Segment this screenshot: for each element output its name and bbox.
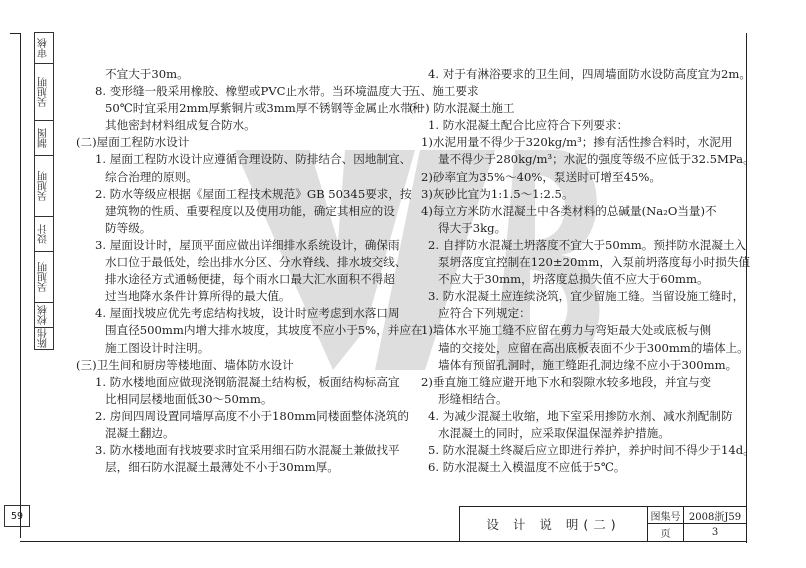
text-line: 1. 防水混凝土配合比应符合下列要求： — [428, 118, 629, 133]
signature-sidebar — [34, 32, 54, 350]
text-line: 防等级。 — [105, 220, 152, 235]
text-line: 1. 防水楼地面应做现浇钢筋混凝土结构板，板面结构标高宜 — [95, 374, 400, 389]
text-line: 排水途径方式通畅便捷，每个雨水口最大汇水面积不得超 — [105, 272, 395, 287]
text-line: 层，细石防水混凝土最薄处不小于30mm厚。 — [105, 460, 339, 475]
text-line: (三)卫生间和厨房等楼地面、墙体防水设计 — [76, 357, 294, 372]
text-line: 施工图设计时注明。 — [105, 340, 210, 355]
sidebar-signature-check: 陈伟 — [38, 328, 50, 349]
text-line: 2)垂直施工缝应避开地下水和裂隙水较多地段，并宜与变 — [421, 374, 712, 389]
text-line: 2. 自拌防水混凝土坍落度不宜大于50mm。预拌防水混凝土入 — [428, 237, 747, 252]
text-line: (二)屋面工程防水设计 — [76, 135, 190, 150]
sidebar-signature-review: 吴旭明 — [38, 77, 50, 107]
text-line: 4. 对于有淋浴要求的卫生间，四周墙面防水设防高度宜为2m。 — [428, 67, 751, 81]
text-line: 1)墙体水平施工缝不应留在剪力与弯矩最大处或底板与侧 — [421, 323, 712, 338]
sidebar-label-review: 审核 — [38, 38, 50, 58]
atlas-number: 2008浙J59 — [684, 507, 746, 524]
text-line: 形缝相结合。 — [438, 391, 508, 406]
text-line: 1. 屋面工程防水设计应遵循合理设防、防排结合、因地制宜、 — [95, 152, 412, 167]
text-line: 3)灰砂比宜为1:1.5～1:2.5。 — [421, 186, 574, 201]
sidebar-label-design: 设计 — [38, 224, 50, 244]
text-line: 应符合下列规定： — [438, 306, 531, 321]
text-line: 4)每立方米防水混凝土中各类材料的总碱量(Na₂O当量)不 — [421, 203, 717, 218]
text-line: 3. 防水混凝土应连续浇筑，宜少留施工缝。当留设施工缝时， — [428, 289, 745, 304]
text-line: 不应大于30mm，坍落度总损失值不应大于60mm。 — [438, 272, 709, 287]
text-line: 50℃时宜采用2mm厚紫铜片或3mm厚不锈钢等金属止水带和 — [105, 101, 424, 116]
text-line: 3. 防水楼地面有找坡要求时宜采用细石防水混凝土兼做找平 — [95, 443, 400, 458]
text-line: 水口位于最低处，绘出排水分区、分水脊线、排水坡交线、 — [105, 255, 407, 270]
text-line: 2)砂率宜为35%～40%，泵送时可增至45%。 — [421, 169, 661, 184]
text-line: 不宜大于30m。 — [105, 67, 189, 81]
left-text-column — [76, 66, 423, 476]
page-number-marker: 59 — [4, 505, 30, 527]
title-block — [459, 506, 747, 542]
text-line: 建筑物的性质、重要程度以及使用功能，确定其相应的设 — [105, 203, 395, 218]
text-line: 3. 屋面设计时，屋顶平面应做出详细排水系统设计，确保雨 — [95, 237, 400, 252]
sidebar-label-check: 校核 — [38, 305, 50, 325]
sidebar-signature-drawing: 吴旭明 — [38, 171, 50, 201]
text-line: 4. 屋面找坡应优先考虑结构找坡，设计时应考虑到水落口周 — [95, 306, 400, 321]
page-number: 3 — [711, 527, 719, 538]
text-line: 8. 变形缝一般采用橡胶、橡塑或PVC止水带。当环境温度大于 — [95, 84, 414, 99]
sidebar-label-drawing: 制图 — [38, 128, 50, 148]
text-line: 混凝土翻边。 — [105, 425, 175, 440]
text-line: 1)水泥用量不得少于320kg/m³；掺有活性掺合料时，水泥用 — [421, 135, 733, 150]
text-line: 泵坍落度宜控制在120±20mm，入泵前坍落度每小时损失值 — [438, 255, 751, 270]
drawing-title: 设 计 说 明(二) — [460, 507, 648, 541]
text-line: 量不得少于280kg/m³；水泥的强度等级不应低于32.5MPa。 — [438, 152, 755, 167]
text-line: 综合治理的原则。 — [105, 169, 198, 184]
text-line: 过当地降水条件计算所得的最大值。 — [105, 289, 291, 304]
text-line: 得大于3kg。 — [438, 220, 507, 235]
text-line: 五、施工要求 — [409, 84, 479, 99]
text-line: 墙体有预留孔洞时，施工缝距孔洞边缘不应小于300mm。 — [438, 357, 738, 372]
text-line: 4. 为减少混凝土收缩，地下室采用掺防水剂、减水剂配制防 — [428, 408, 733, 423]
text-line: 围直径500mm内增大排水坡度，其坡度不应小于5%，并应在 — [105, 323, 423, 338]
text-line: 比相同层楼地面低30～50mm。 — [105, 391, 273, 406]
text-line: 5. 防水混凝土终凝后应立即进行养护，养护时间不得少于14d。 — [428, 443, 755, 458]
text-line: 6. 防水混凝土入模温度不应低于5℃。 — [428, 460, 626, 475]
text-line: 墙的交接处，应留在高出底板表面不少于300mm的墙体上。 — [438, 340, 749, 355]
frame-top-line — [10, 33, 21, 34]
frame-left-line — [20, 33, 21, 538]
right-text-column — [409, 66, 755, 476]
sidebar-signature-design: 吴旭明 — [38, 262, 50, 292]
text-line: 2. 防水等级应根据《屋面工程技术规范》GB 50345要求，按 — [95, 186, 412, 201]
page-label: 页 — [648, 524, 684, 541]
text-line: 水混凝土的同时，应采取保温保湿养护措施。 — [438, 425, 670, 440]
text-line: 其他密封材料组成复合防水。 — [105, 118, 256, 133]
text-line: 2. 房间四周设置同墙厚高度不小于180mm同楼面整体浇筑的 — [95, 408, 409, 423]
text-line: (一) 防水混凝土施工 — [409, 101, 515, 116]
atlas-label: 图集号 — [648, 507, 684, 524]
